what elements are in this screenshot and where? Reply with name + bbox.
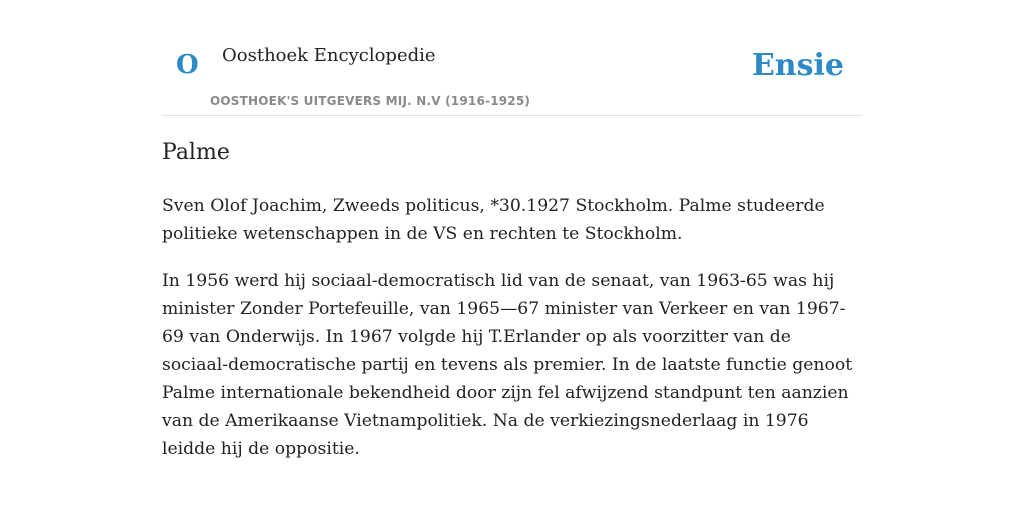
entry-paragraph: In 1956 werd hij sociaal-democratisch lid van de senaat, van 1963-65 was hij minister Zonder Portefeuille, van 1965—67 minister van Verkeer en van 1967-69 van Onderwijs. In 1967 volgde hij T.Erlander op als voorzitter van de sociaal-democratische partij en tevens als premier. In de laatste functie genoot Palme internationale bekendheid door zijn fel afwijzend standpunt ten aanzien van de Amerikaanse Vietnampolitiek. Na de verkiezingsnederlaag in 1976 leidde hij de oppositie. [162,271,853,459]
source-header [162,0,862,116]
entry-title: Palme [162,140,230,165]
entry-body [162,192,862,482]
page-container [162,0,862,459]
publisher-label: OOSTHOEK'S UITGEVERS MIJ. N.V (1916-1925) [210,94,531,108]
entry-paragraph: Sven Olof Joachim, Zweeds politicus, *30.1927 Stockholm. Palme studeerde politieke wetenschappen in de VS en rechten te Stockholm. [162,196,825,244]
source-logo-icon[interactable]: O [176,50,199,80]
source-title-link[interactable]: Oosthoek Encyclopedie [222,45,436,66]
brand-logo-link[interactable]: Ensie [751,48,844,83]
